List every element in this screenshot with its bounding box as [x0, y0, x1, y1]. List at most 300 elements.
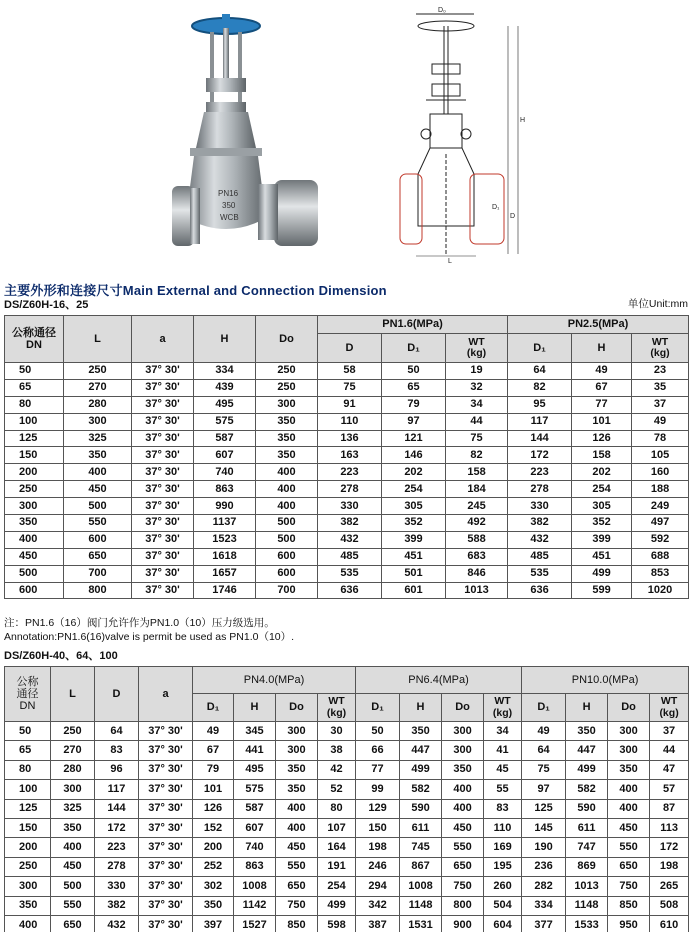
col-dn: 公称通径 DN: [5, 316, 64, 363]
table-cell: 100: [5, 780, 51, 799]
table-cell: 400: [276, 799, 318, 818]
table-cell: 79: [382, 396, 446, 413]
table-row: [5, 760, 689, 779]
table-cell: 1142: [234, 896, 276, 915]
col-wt: WT (kg): [446, 334, 508, 363]
table-cell: 342: [356, 896, 400, 915]
table-cell: 77: [356, 760, 400, 779]
table-cell: 249: [632, 498, 689, 515]
col-l: L: [51, 667, 95, 722]
table-cell: 37° 30': [132, 531, 194, 548]
table-cell: 492: [446, 515, 508, 532]
table-cell: 350: [256, 447, 318, 464]
table-cell: 260: [484, 877, 522, 896]
table-cell: 350: [566, 722, 608, 741]
series-title-2: DS/Z60H-40、64、100: [4, 650, 118, 662]
table-cell: 223: [318, 464, 382, 481]
table-cell: 67: [193, 741, 234, 760]
table-cell: 377: [522, 915, 566, 932]
table-cell: 432: [95, 915, 139, 932]
table-cell: 117: [508, 413, 572, 430]
table-cell: 37° 30': [139, 722, 193, 741]
table-cell: 325: [51, 799, 95, 818]
table-cell: 97: [522, 780, 566, 799]
table-cell: 37° 30': [139, 896, 193, 915]
col-l: L: [64, 316, 132, 363]
dimension-table-pn16-25: [4, 315, 689, 599]
table-cell: 1137: [194, 515, 256, 532]
table-cell: 1148: [400, 896, 442, 915]
table-row: [5, 780, 689, 799]
table-cell: 99: [356, 780, 400, 799]
table-cell: 37° 30': [139, 818, 193, 837]
table-cell: 184: [446, 481, 508, 498]
table-cell: 52: [318, 780, 356, 799]
table-cell: 37° 30': [139, 741, 193, 760]
table-cell: 447: [400, 741, 442, 760]
label-h: H: [520, 117, 526, 124]
table-cell: 37° 30': [132, 515, 194, 532]
table-cell: 300: [276, 722, 318, 741]
table-cell: 150: [5, 447, 64, 464]
table-cell: 66: [356, 741, 400, 760]
table-cell: 191: [318, 857, 356, 876]
col-wt: WT (kg): [484, 694, 522, 722]
table-cell: 350: [276, 760, 318, 779]
table-cell: 158: [446, 464, 508, 481]
unit-label: 单位Unit:mm: [627, 298, 688, 310]
table-cell: 1013: [446, 582, 508, 599]
table-cell: 250: [5, 857, 51, 876]
table-cell: 44: [446, 413, 508, 430]
table-cell: 1527: [234, 915, 276, 932]
label-do: D₀: [438, 7, 446, 14]
table-cell: 582: [566, 780, 608, 799]
table-cell: 352: [382, 515, 446, 532]
table-cell: 136: [318, 430, 382, 447]
table-cell: 50: [356, 722, 400, 741]
table-cell: 34: [484, 722, 522, 741]
table-cell: 282: [522, 877, 566, 896]
table-cell: 37° 30': [139, 799, 193, 818]
page-title: 主要外形和连接尺寸Main External and Connection Dimension: [4, 283, 387, 298]
table-cell: 37° 30': [139, 838, 193, 857]
table-cell: 495: [234, 760, 276, 779]
table-cell: 250: [256, 363, 318, 380]
table-row: [5, 741, 689, 760]
table-cell: 300: [5, 877, 51, 896]
table-cell: 80: [5, 396, 64, 413]
table-cell: 144: [508, 430, 572, 447]
table-cell: 590: [400, 799, 442, 818]
table-cell: 610: [650, 915, 689, 932]
table-cell: 501: [382, 565, 446, 582]
table-cell: 587: [194, 430, 256, 447]
table-cell: 853: [632, 565, 689, 582]
table-cell: 280: [64, 396, 132, 413]
table-cell: 863: [234, 857, 276, 876]
table-cell: 254: [382, 481, 446, 498]
table-row: [5, 877, 689, 896]
table-cell: 636: [508, 582, 572, 599]
table-cell: 334: [522, 896, 566, 915]
table-cell: 350: [608, 760, 650, 779]
table-cell: 869: [566, 857, 608, 876]
table-row: [5, 915, 689, 932]
table-cell: 636: [318, 582, 382, 599]
label-d: D: [510, 213, 516, 220]
table-cell: 188: [632, 481, 689, 498]
col-d1: D₁: [508, 334, 572, 363]
table-cell: 1020: [632, 582, 689, 599]
table-cell: 47: [650, 760, 689, 779]
table-cell: 650: [608, 857, 650, 876]
table-cell: 382: [318, 515, 382, 532]
table-cell: 34: [446, 396, 508, 413]
table-cell: 126: [193, 799, 234, 818]
table-cell: 587: [234, 799, 276, 818]
table-cell: 190: [522, 838, 566, 857]
table-cell: 575: [194, 413, 256, 430]
table-cell: 300: [256, 396, 318, 413]
table-cell: 607: [234, 818, 276, 837]
col-d: D: [95, 667, 139, 722]
valve-photo: [170, 8, 320, 256]
table-cell: 270: [64, 379, 132, 396]
table-cell: 590: [566, 799, 608, 818]
table-cell: 611: [400, 818, 442, 837]
table-row: [5, 413, 689, 430]
table-cell: 200: [193, 838, 234, 857]
table-cell: 550: [276, 857, 318, 876]
table-cell: 37° 30': [132, 582, 194, 599]
table-cell: 64: [95, 722, 139, 741]
table-cell: 110: [484, 818, 522, 837]
group-pn25: PN2.5(MPa): [508, 316, 689, 334]
table-cell: 278: [508, 481, 572, 498]
table-cell: 50: [382, 363, 446, 380]
note-cn: 注：PN1.6（16）阀门允许作为PN1.0（10）压力级选用。: [4, 617, 275, 629]
table-cell: 50: [5, 722, 51, 741]
table-row: [5, 396, 689, 413]
table-cell: 382: [95, 896, 139, 915]
col-do: Do: [256, 316, 318, 363]
table-cell: 334: [194, 363, 256, 380]
table-cell: 745: [400, 838, 442, 857]
col-h: H: [400, 694, 442, 722]
table-cell: 37° 30': [132, 481, 194, 498]
photo-mark-pn: PN16: [218, 189, 239, 198]
table-cell: 747: [566, 838, 608, 857]
table-cell: 30: [318, 722, 356, 741]
table-cell: 352: [572, 515, 632, 532]
col-h: H: [194, 316, 256, 363]
table-cell: 601: [382, 582, 446, 599]
table-cell: 400: [5, 915, 51, 932]
col-a: a: [132, 316, 194, 363]
table-cell: 37° 30': [132, 413, 194, 430]
table-cell: 172: [650, 838, 689, 857]
table-cell: 397: [193, 915, 234, 932]
table-cell: 604: [484, 915, 522, 932]
table-cell: 87: [650, 799, 689, 818]
table-cell: 254: [572, 481, 632, 498]
table-cell: 382: [508, 515, 572, 532]
table-cell: 450: [608, 818, 650, 837]
table-cell: 451: [382, 548, 446, 565]
table-cell: 37° 30': [132, 379, 194, 396]
table-cell: 49: [193, 722, 234, 741]
photo-mark-material: WCB: [220, 213, 239, 222]
table-cell: 150: [356, 818, 400, 837]
table-row: [5, 531, 689, 548]
table-cell: 19: [446, 363, 508, 380]
series-title-1: DS/Z60H-16、25: [4, 299, 89, 311]
dimension-table-pn40-100: [4, 666, 689, 932]
table-cell: 302: [193, 877, 234, 896]
table-row: [5, 447, 689, 464]
table-row: [5, 481, 689, 498]
table-row: [5, 722, 689, 741]
table-cell: 164: [318, 838, 356, 857]
table-cell: 600: [64, 531, 132, 548]
table-cell: 550: [442, 838, 484, 857]
table-cell: 485: [508, 548, 572, 565]
table-cell: 330: [318, 498, 382, 515]
table-cell: 650: [64, 548, 132, 565]
table-cell: 49: [522, 722, 566, 741]
col-h: H: [572, 334, 632, 363]
table-cell: 300: [5, 498, 64, 515]
group-pn40: PN4.0(MPa): [193, 667, 356, 694]
table-cell: 432: [318, 531, 382, 548]
table-cell: 280: [51, 760, 95, 779]
table-cell: 863: [194, 481, 256, 498]
table-cell: 350: [5, 515, 64, 532]
table-cell: 78: [632, 430, 689, 447]
table-cell: 65: [382, 379, 446, 396]
table-cell: 439: [194, 379, 256, 396]
table-cell: 499: [400, 760, 442, 779]
table-row: [5, 799, 689, 818]
table-cell: 49: [632, 413, 689, 430]
table-cell: 198: [356, 838, 400, 857]
table-cell: 683: [446, 548, 508, 565]
table-cell: 45: [484, 760, 522, 779]
col-h: H: [566, 694, 608, 722]
table-row: [5, 379, 689, 396]
table-cell: 198: [650, 857, 689, 876]
table-cell: 441: [234, 741, 276, 760]
col-wt: WT (kg): [632, 334, 689, 363]
table-cell: 97: [382, 413, 446, 430]
table-cell: 990: [194, 498, 256, 515]
table-cell: 499: [566, 760, 608, 779]
table-cell: 700: [64, 565, 132, 582]
table-cell: 23: [632, 363, 689, 380]
table-cell: 83: [484, 799, 522, 818]
table-cell: 900: [442, 915, 484, 932]
table-row: [5, 565, 689, 582]
table-cell: 1746: [194, 582, 256, 599]
table-cell: 400: [5, 531, 64, 548]
table-cell: 37° 30': [132, 447, 194, 464]
table-cell: 450: [51, 857, 95, 876]
table-cell: 588: [446, 531, 508, 548]
table-cell: 55: [484, 780, 522, 799]
table-cell: 345: [234, 722, 276, 741]
table-cell: 58: [318, 363, 382, 380]
table-cell: 750: [442, 877, 484, 896]
table-row: [5, 498, 689, 515]
table-cell: 1008: [400, 877, 442, 896]
table-cell: 49: [572, 363, 632, 380]
table-cell: 330: [508, 498, 572, 515]
table-cell: 400: [608, 780, 650, 799]
table-cell: 245: [446, 498, 508, 515]
col-wt: WT (kg): [650, 694, 689, 722]
table-row: [5, 857, 689, 876]
table-row: [5, 548, 689, 565]
table-cell: 1148: [566, 896, 608, 915]
table-cell: 172: [508, 447, 572, 464]
table-cell: 740: [234, 838, 276, 857]
table-cell: 163: [318, 447, 382, 464]
table-cell: 75: [522, 760, 566, 779]
table-cell: 750: [608, 877, 650, 896]
table-cell: 254: [318, 877, 356, 896]
table-cell: 125: [522, 799, 566, 818]
table-cell: 250: [256, 379, 318, 396]
table-cell: 37: [632, 396, 689, 413]
table-cell: 350: [256, 430, 318, 447]
col-a: a: [139, 667, 193, 722]
table-cell: 37° 30': [139, 857, 193, 876]
table-cell: 400: [256, 464, 318, 481]
table-cell: 83: [95, 741, 139, 760]
table-cell: 294: [356, 877, 400, 896]
table-cell: 75: [446, 430, 508, 447]
table-cell: 400: [442, 780, 484, 799]
table-cell: 400: [442, 799, 484, 818]
table-cell: 200: [5, 838, 51, 857]
col-do: Do: [276, 694, 318, 722]
table-cell: 650: [442, 857, 484, 876]
table-cell: 447: [566, 741, 608, 760]
table-cell: 500: [256, 515, 318, 532]
label-d1: D₁: [492, 204, 500, 211]
table-cell: 350: [5, 896, 51, 915]
table-cell: 250: [64, 363, 132, 380]
table-row: [5, 430, 689, 447]
table-cell: 96: [95, 760, 139, 779]
table-cell: 1013: [566, 877, 608, 896]
table-cell: 158: [572, 447, 632, 464]
table-cell: 350: [276, 780, 318, 799]
table-cell: 110: [318, 413, 382, 430]
table-cell: 450: [276, 838, 318, 857]
table-cell: 223: [95, 838, 139, 857]
table-cell: 195: [484, 857, 522, 876]
table-cell: 400: [51, 838, 95, 857]
table-row: [5, 818, 689, 837]
table-cell: 37° 30': [139, 915, 193, 932]
table-cell: 650: [51, 915, 95, 932]
table-cell: 300: [64, 413, 132, 430]
table-cell: 82: [446, 447, 508, 464]
table-cell: 740: [194, 464, 256, 481]
group-pn64: PN6.4(MPa): [356, 667, 522, 694]
table-cell: 37° 30': [132, 430, 194, 447]
note-en: Annotation:PN1.6(16)valve is permit be used as PN1.0（10）.: [4, 631, 295, 643]
table-cell: 270: [51, 741, 95, 760]
table-cell: 91: [318, 396, 382, 413]
table-cell: 80: [318, 799, 356, 818]
table-cell: 300: [442, 722, 484, 741]
table-row: [5, 582, 689, 599]
table-cell: 400: [608, 799, 650, 818]
table-cell: 611: [566, 818, 608, 837]
table-cell: 57: [650, 780, 689, 799]
table-cell: 950: [608, 915, 650, 932]
table-cell: 126: [572, 430, 632, 447]
table-cell: 250: [5, 481, 64, 498]
table-cell: 497: [632, 515, 689, 532]
table-cell: 400: [256, 498, 318, 515]
col-h: H: [234, 694, 276, 722]
table-cell: 500: [256, 531, 318, 548]
table-cell: 37° 30': [139, 877, 193, 896]
table-cell: 37° 30': [132, 464, 194, 481]
table-cell: 202: [382, 464, 446, 481]
group-pn16: PN1.6(MPa): [318, 316, 508, 334]
table-cell: 125: [5, 799, 51, 818]
table-cell: 278: [318, 481, 382, 498]
table-cell: 75: [318, 379, 382, 396]
table-cell: 450: [64, 481, 132, 498]
col-do: Do: [442, 694, 484, 722]
table-cell: 400: [64, 464, 132, 481]
table-cell: 223: [508, 464, 572, 481]
table-cell: 399: [572, 531, 632, 548]
col-d: D: [318, 334, 382, 363]
col-d1: D₁: [522, 694, 566, 722]
table-cell: 278: [95, 857, 139, 876]
table-cell: 350: [64, 447, 132, 464]
table-cell: 582: [400, 780, 442, 799]
table-cell: 125: [5, 430, 64, 447]
table-cell: 700: [256, 582, 318, 599]
table-cell: 350: [256, 413, 318, 430]
table-cell: 37° 30': [132, 498, 194, 515]
table-cell: 325: [64, 430, 132, 447]
table-cell: 202: [572, 464, 632, 481]
table-cell: 1618: [194, 548, 256, 565]
table-cell: 500: [5, 565, 64, 582]
table-cell: 146: [382, 447, 446, 464]
table-cell: 599: [572, 582, 632, 599]
table-cell: 37° 30': [139, 780, 193, 799]
table-cell: 600: [5, 582, 64, 599]
valve-drawing: [396, 4, 546, 264]
photo-mark-dn: 350: [222, 201, 236, 210]
table-cell: 300: [276, 741, 318, 760]
table-cell: 250: [51, 722, 95, 741]
table-cell: 800: [442, 896, 484, 915]
table-cell: 432: [508, 531, 572, 548]
table-cell: 688: [632, 548, 689, 565]
table-cell: 160: [632, 464, 689, 481]
